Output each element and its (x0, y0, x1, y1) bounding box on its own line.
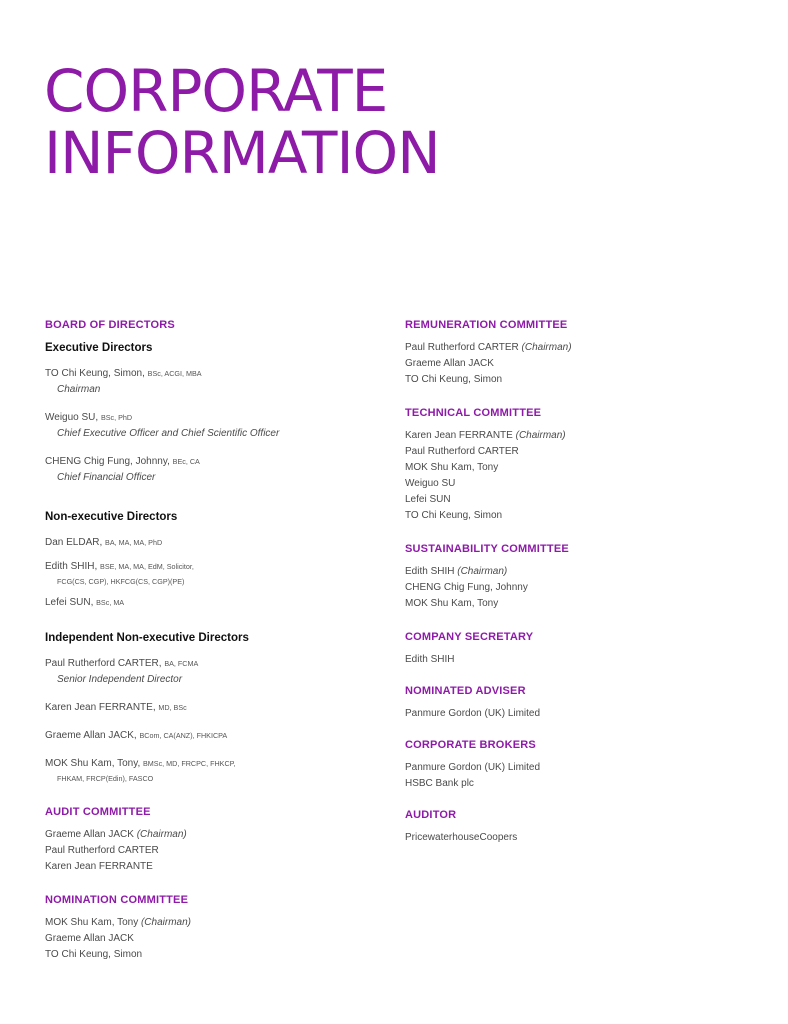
director-name: Dan ELDAR, (45, 537, 106, 548)
list-item: Paul Rutherford CARTER (45, 845, 159, 856)
director-qualifications: BSc, PhD (100, 413, 133, 422)
list-item: Lefei SUN (405, 494, 451, 505)
director-qualifications: BMSc, MD, FRCPC, FHKCP, (143, 759, 236, 768)
director-entry (45, 532, 385, 551)
list-item: Karen Jean FERRANTE (45, 861, 153, 872)
list-item: TO Chi Keung, Simon (45, 949, 143, 960)
director-qualifications: MD, BSc (158, 703, 187, 712)
page-title-line-1: CORPORATE (44, 57, 388, 125)
nomination-committee-list (45, 915, 385, 963)
list-item: Edith SHIH (Chairman) (405, 566, 508, 577)
list-item: Graeme Allan JACK (Chairman) (45, 829, 187, 840)
list-item: TO Chi Keung, Simon (405, 374, 503, 385)
sustainability-committee-list (405, 564, 745, 612)
director-qualifications: BSc, MA (96, 598, 125, 607)
list-item: Graeme Allan JACK (405, 358, 494, 369)
remuneration-committee-list (405, 340, 745, 388)
director-entry (45, 653, 385, 688)
board-heading: BOARD OF DIRECTORS (45, 319, 175, 331)
list-item: TO Chi Keung, Simon (405, 510, 503, 521)
list-item: Paul Rutherford CARTER (Chairman) (405, 342, 572, 353)
page-title (44, 57, 440, 187)
left-column (45, 318, 385, 963)
director-role: Chairman (57, 384, 101, 395)
director-name: CHENG Chig Fung, Johnny, (45, 456, 173, 467)
director-name: Weiguo SU, (45, 412, 101, 423)
director-qualifications: BSc, ACGI, MBA (147, 369, 202, 378)
nomination-committee-heading: NOMINATION COMMITTEE (45, 894, 189, 906)
list-item: Paul Rutherford CARTER (405, 446, 519, 457)
director-name: Lefei SUN, (45, 597, 97, 608)
right-column (405, 318, 745, 846)
list-item: Panmure Gordon (UK) Limited (405, 708, 541, 719)
list-item: CHENG Chig Fung, Johnny (405, 582, 528, 593)
director-qualifications: BSE, MA, MA, EdM, Solicitor, (100, 562, 194, 571)
director-name: Paul Rutherford CARTER, (45, 658, 165, 669)
independent-directors-heading: Independent Non-executive Directors (45, 632, 249, 644)
director-role: Senior Independent Director (57, 674, 183, 685)
sustainability-committee-heading: SUSTAINABILITY COMMITTEE (405, 543, 569, 555)
list-item: Panmure Gordon (UK) Limited (405, 762, 541, 773)
director-name: MOK Shu Kam, Tony, (45, 758, 144, 769)
list-item: HSBC Bank plc (405, 778, 474, 789)
remuneration-committee-heading: REMUNERATION COMMITTEE (405, 319, 568, 331)
auditor-heading: AUDITOR (405, 809, 457, 821)
director-name: Edith SHIH, (45, 561, 101, 572)
list-item: Edith SHIH (405, 654, 455, 665)
company-secretary-heading: COMPANY SECRETARY (405, 631, 534, 643)
director-qualifications: BA, FCMA (164, 659, 199, 668)
director-qualifications: BA, MA, MA, PhD (105, 538, 163, 547)
director-entry (45, 407, 385, 442)
page-title-line-2: INFORMATION (44, 119, 440, 187)
nominated-adviser-heading: NOMINATED ADVISER (405, 685, 526, 697)
technical-committee-heading: TECHNICAL COMMITTEE (405, 407, 542, 419)
list-item: MOK Shu Kam, Tony (Chairman) (45, 917, 191, 928)
audit-committee-list (45, 827, 385, 875)
list-item: Weiguo SU (405, 478, 456, 489)
director-entry (45, 697, 385, 716)
audit-committee-heading: AUDIT COMMITTEE (45, 806, 151, 818)
director-qualifications-continued: FCG(CS, CGP), HKFCG(CS, CGP)(PE) (57, 577, 185, 586)
director-entry (45, 451, 385, 486)
list-item: MOK Shu Kam, Tony (405, 462, 499, 473)
list-item: Graeme Allan JACK (45, 933, 134, 944)
list-item: MOK Shu Kam, Tony (405, 598, 499, 609)
list-item: Karen Jean FERRANTE (Chairman) (405, 430, 566, 441)
list-item: PricewaterhouseCoopers (405, 832, 518, 843)
director-qualifications-continued: FHKAM, FRCP(Edin), FASCO (57, 774, 154, 783)
director-entry (45, 753, 385, 786)
director-role: Chief Executive Officer and Chief Scientific Officer (57, 428, 280, 439)
director-role: Chief Financial Officer (57, 472, 156, 483)
director-entry (45, 363, 385, 398)
director-name: Karen Jean FERRANTE, (45, 702, 159, 713)
director-name: TO Chi Keung, Simon, (45, 368, 148, 379)
executive-directors-heading: Executive Directors (45, 342, 153, 354)
director-entry (45, 592, 385, 611)
technical-committee-list (405, 428, 745, 524)
director-qualifications: BCom, CA(ANZ), FHKICPA (139, 731, 228, 740)
director-qualifications: BEc, CA (172, 457, 200, 466)
director-name: Graeme Allan JACK, (45, 730, 140, 741)
director-entry (45, 556, 385, 589)
corporate-brokers-heading: CORPORATE BROKERS (405, 739, 536, 751)
director-entry (45, 725, 385, 744)
non-executive-directors-heading: Non-executive Directors (45, 511, 178, 523)
